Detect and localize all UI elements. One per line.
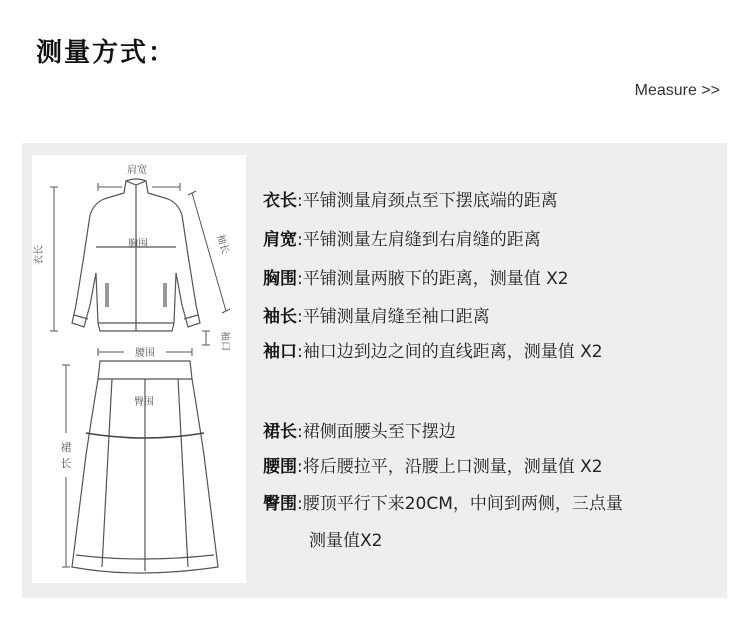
label-sleeve: 袖长	[214, 233, 231, 256]
spec-term: 肩宽	[263, 230, 297, 250]
spec-term: 腰围	[263, 457, 297, 477]
spec-row	[263, 305, 490, 329]
skirt-illustration	[72, 361, 218, 573]
label-skirt-length-top: 裙	[60, 441, 72, 454]
spec-desc: :将后腰拉平，沿腰上口测量，测量值 X2	[297, 457, 603, 477]
spec-term: 衣长	[263, 191, 297, 211]
measure-link[interactable]: Measure >>	[634, 82, 720, 99]
spec-row	[263, 189, 558, 213]
spec-desc: :平铺测量肩颈点至下摆底端的距离	[297, 191, 558, 211]
spec-row	[263, 455, 603, 479]
spec-term: 臀围	[263, 494, 297, 514]
spec-row	[263, 420, 456, 444]
spec-term: 袖口	[263, 342, 297, 362]
spec-term: 裙长	[263, 422, 297, 442]
label-chest: 胸围	[128, 239, 148, 250]
spec-desc: :平铺测量肩缝至袖口距离	[297, 307, 490, 327]
spec-desc: :袖口边到边之间的直线距离，测量值 X2	[297, 342, 603, 362]
label-cuff: 袖口	[219, 331, 230, 351]
spec-row	[263, 228, 541, 252]
spec-continuation: 测量值X2	[309, 531, 383, 551]
label-hip: 臀围	[134, 397, 154, 408]
label-shoulder: 肩宽	[127, 165, 147, 176]
jacket-illustration	[72, 179, 200, 331]
diagram-svg	[32, 155, 246, 583]
spec-row	[263, 267, 569, 291]
measurement-diagram	[32, 155, 246, 583]
spec-desc: :平铺测量左肩缝到右肩缝的距离	[297, 230, 541, 250]
spec-term: 袖长	[263, 307, 297, 327]
spec-row	[263, 492, 623, 516]
spec-row	[263, 340, 603, 364]
label-waist: 腰围	[135, 348, 155, 359]
length-marker	[50, 187, 58, 331]
spec-desc: :裙侧面腰头至下摆边	[297, 422, 456, 442]
spec-desc: :腰顶平行下来20CM，中间到两侧，三点量	[297, 494, 623, 514]
spec-desc: :平铺测量两腋下的距离，测量值 X2	[297, 269, 569, 289]
spec-term: 胸围	[263, 269, 297, 289]
page-title: 测量方式：	[36, 38, 177, 68]
label-length: 衣长	[34, 245, 45, 265]
cuff-marker	[202, 331, 210, 345]
label-skirt-length-bottom: 长	[60, 457, 72, 470]
